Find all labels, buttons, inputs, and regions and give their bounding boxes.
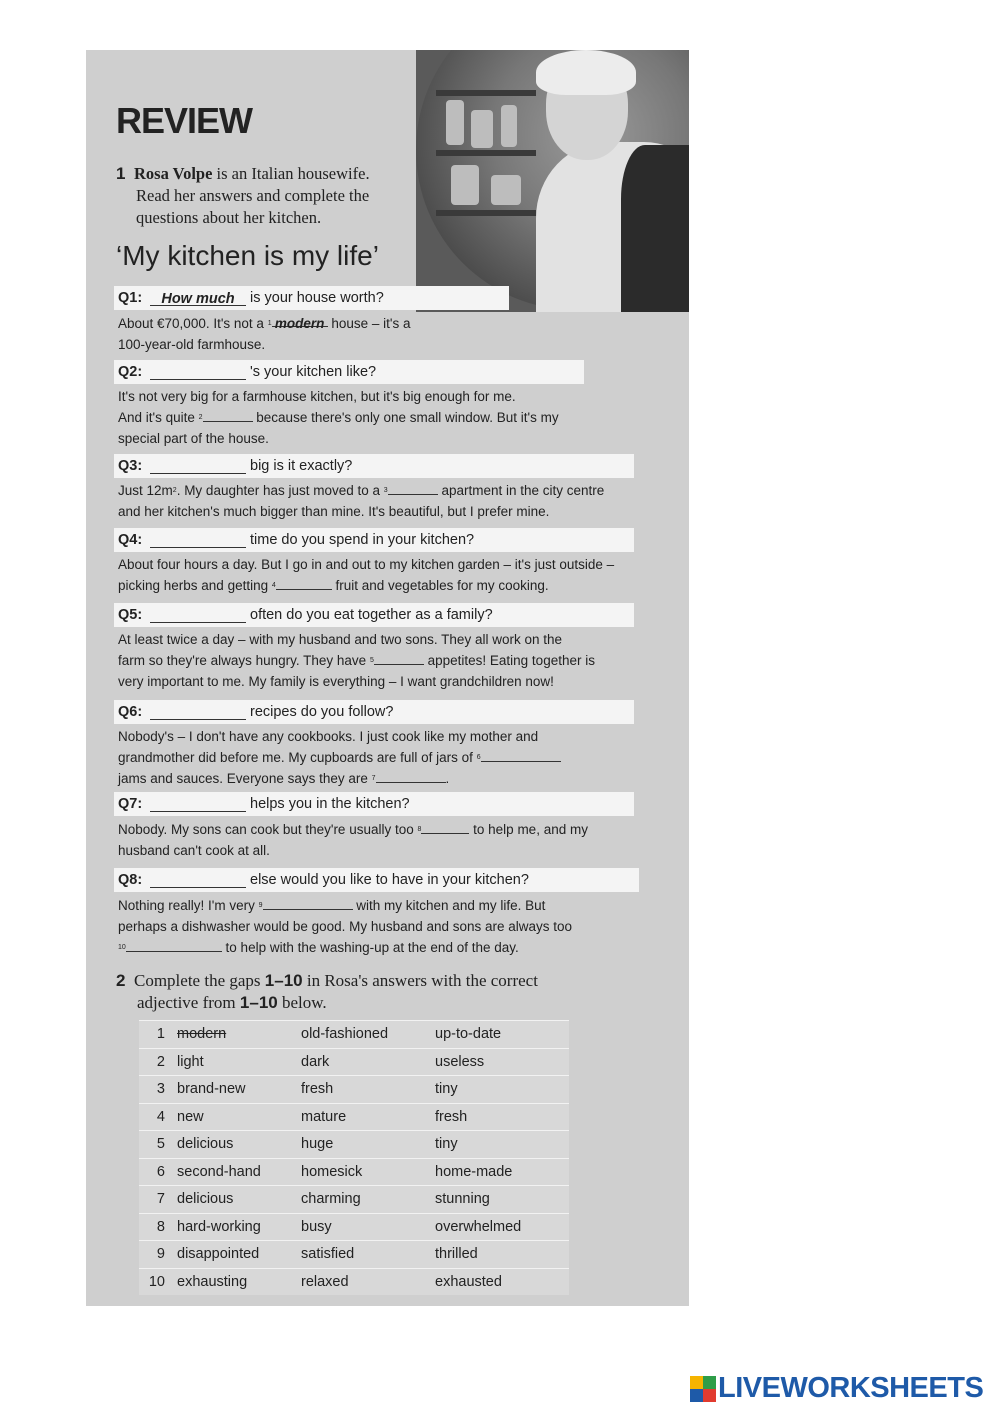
logo-icon: [690, 1376, 716, 1402]
adjective-option[interactable]: disappointed: [171, 1241, 295, 1269]
adjective-option[interactable]: second-hand: [171, 1158, 295, 1186]
adjective-row: [139, 1158, 569, 1186]
row-number: 8: [139, 1213, 171, 1241]
adjective-row: [139, 1103, 569, 1131]
article-title: ‘My kitchen is my life’: [116, 240, 379, 271]
row-number: 10: [139, 1268, 171, 1295]
adjective-option[interactable]: relaxed: [295, 1268, 429, 1295]
adjective-option[interactable]: up-to-date: [429, 1021, 569, 1049]
exercise-2-instructions: 2 Complete the gaps 1–10 in Rosa's answers with the correct adjective from 1–10 below.: [116, 971, 538, 1012]
question-1: Q1: How much is your house worth?: [114, 286, 509, 310]
adjective-option[interactable]: useless: [429, 1048, 569, 1076]
row-number: 5: [139, 1131, 171, 1159]
question-5: Q5: often do you eat together as a family?: [114, 603, 634, 627]
question-7: Q7: helps you in the kitchen?: [114, 792, 634, 816]
liveworksheets-logo: [690, 1372, 983, 1405]
row-number: 2: [139, 1048, 171, 1076]
adjective-option[interactable]: exhausting: [171, 1268, 295, 1295]
adjective-row: [139, 1268, 569, 1295]
answer-blank-q8[interactable]: [150, 873, 246, 888]
adjective-option[interactable]: mature: [295, 1103, 429, 1131]
answer-blank-q6[interactable]: [150, 705, 246, 720]
row-number: 3: [139, 1076, 171, 1104]
adjective-row: [139, 1241, 569, 1269]
adjective-option[interactable]: fresh: [295, 1076, 429, 1104]
adjective-option[interactable]: home-made: [429, 1158, 569, 1186]
gap-1[interactable]: modern: [272, 313, 328, 327]
adjective-option[interactable]: fresh: [429, 1103, 569, 1131]
answer-1: About €70,000. It's not a $^1$ modern house – it's a 100-year-old farmhouse.: [118, 313, 638, 355]
row-number: 4: [139, 1103, 171, 1131]
adjective-option[interactable]: new: [171, 1103, 295, 1131]
question-6: Q6: recipes do you follow?: [114, 700, 634, 724]
adjective-row: [139, 1021, 569, 1049]
adjective-row: [139, 1076, 569, 1104]
adjective-option[interactable]: delicious: [171, 1186, 295, 1214]
question-4: Q4: time do you spend in your kitchen?: [114, 528, 634, 552]
row-number: 7: [139, 1186, 171, 1214]
row-number: 1: [139, 1021, 171, 1049]
adjective-row: [139, 1131, 569, 1159]
answer-blank-q4[interactable]: [150, 533, 246, 548]
gap-3[interactable]: [388, 481, 438, 495]
adjective-option[interactable]: busy: [295, 1213, 429, 1241]
gap-6[interactable]: [481, 748, 561, 762]
adjective-option[interactable]: tiny: [429, 1131, 569, 1159]
answer-5: At least twice a day – with my husband and two sons. They all work on the farm so they're always hungry. They have $^5$ appetites! Eating together is very important to me. My family is everything – I want grandchildren now!: [118, 632, 595, 689]
answer-6: Nobody's – I don't have any cookbooks. I just cook like my mother and grandmother did before me. My cupboards are full of jars of $^6$ jams and sauces. Everyone says they are $^7$ .: [118, 726, 638, 789]
gap-9[interactable]: [263, 896, 353, 910]
gap-2[interactable]: [203, 408, 253, 422]
adjective-option[interactable]: satisfied: [295, 1241, 429, 1269]
adjective-option[interactable]: delicious: [171, 1131, 295, 1159]
answer-8: Nothing really! I'm very $^9$ with my kitchen and my life. But perhaps a dishwasher would be good. My husband and sons are always too $^{10}$ to help with the washing-up at the end of the day.: [118, 898, 573, 955]
adjective-option[interactable]: dark: [295, 1048, 429, 1076]
logo-text: LIVEWORKSHEETS: [718, 1372, 984, 1404]
answer-blank-q2[interactable]: [150, 365, 246, 380]
adjective-option[interactable]: charming: [295, 1186, 429, 1214]
answer-blank-q3[interactable]: [150, 459, 246, 474]
question-8: Q8: else would you like to have in your kitchen?: [114, 868, 639, 892]
question-2: Q2: 's your kitchen like?: [114, 360, 584, 384]
exercise-1-instructions: 1 Rosa Volpe is an Italian housewife. Read her answers and complete the questions about her kitchen.: [116, 164, 370, 227]
gap-5[interactable]: [374, 651, 424, 665]
adjective-option[interactable]: exhausted: [429, 1268, 569, 1295]
answer-3: Just $12m^2$. My daughter has just moved to a $^3$ apartment in the city centre and her kitchen's much bigger than mine. It's beautiful, but I prefer mine.: [118, 483, 605, 519]
gap-10[interactable]: [126, 938, 222, 952]
review-heading: REVIEW: [116, 100, 253, 141]
kitchen-photo: [416, 50, 689, 312]
worksheet-page: [86, 50, 689, 1306]
adjective-table: [139, 1020, 569, 1295]
adjective-option[interactable]: hard-working: [171, 1213, 295, 1241]
question-3: Q3: big is it exactly?: [114, 454, 634, 478]
adjective-option[interactable]: homesick: [295, 1158, 429, 1186]
adjective-option[interactable]: tiny: [429, 1076, 569, 1104]
adjective-row: [139, 1186, 569, 1214]
answer-blank-q5[interactable]: [150, 608, 246, 623]
answer-7: Nobody. My sons can cook but they're usually too $^8$ to help me, and my husband can't cook at all.: [118, 822, 588, 858]
exercise-number: 1: [116, 164, 126, 183]
adjective-option[interactable]: overwhelmed: [429, 1213, 569, 1241]
person-name: Rosa Volpe: [134, 164, 213, 183]
gap-7[interactable]: [376, 769, 446, 783]
answer-blank-q7[interactable]: [150, 797, 246, 812]
adjective-row: [139, 1213, 569, 1241]
adjective-option[interactable]: brand-new: [171, 1076, 295, 1104]
adjective-option[interactable]: stunning: [429, 1186, 569, 1214]
answer-2: It's not very big for a farmhouse kitchen, but it's big enough for me. And it's quite $^2$ because there's only one small window. But it's my special part of the house.: [118, 389, 559, 446]
row-number: 9: [139, 1241, 171, 1269]
adjective-option[interactable]: modern: [171, 1021, 295, 1049]
adjective-row: [139, 1048, 569, 1076]
answer-blank-q1[interactable]: How much: [150, 291, 246, 306]
row-number: 6: [139, 1158, 171, 1186]
adjective-option[interactable]: huge: [295, 1131, 429, 1159]
gap-8[interactable]: [421, 820, 469, 834]
adjective-option[interactable]: old-fashioned: [295, 1021, 429, 1049]
adjective-option[interactable]: light: [171, 1048, 295, 1076]
answer-4: About four hours a day. But I go in and out to my kitchen garden – it's just outside – picking herbs and getting $^4$ fruit and vegetables for my cooking.: [118, 557, 615, 593]
gap-4[interactable]: [276, 576, 332, 590]
adjective-option[interactable]: thrilled: [429, 1241, 569, 1269]
